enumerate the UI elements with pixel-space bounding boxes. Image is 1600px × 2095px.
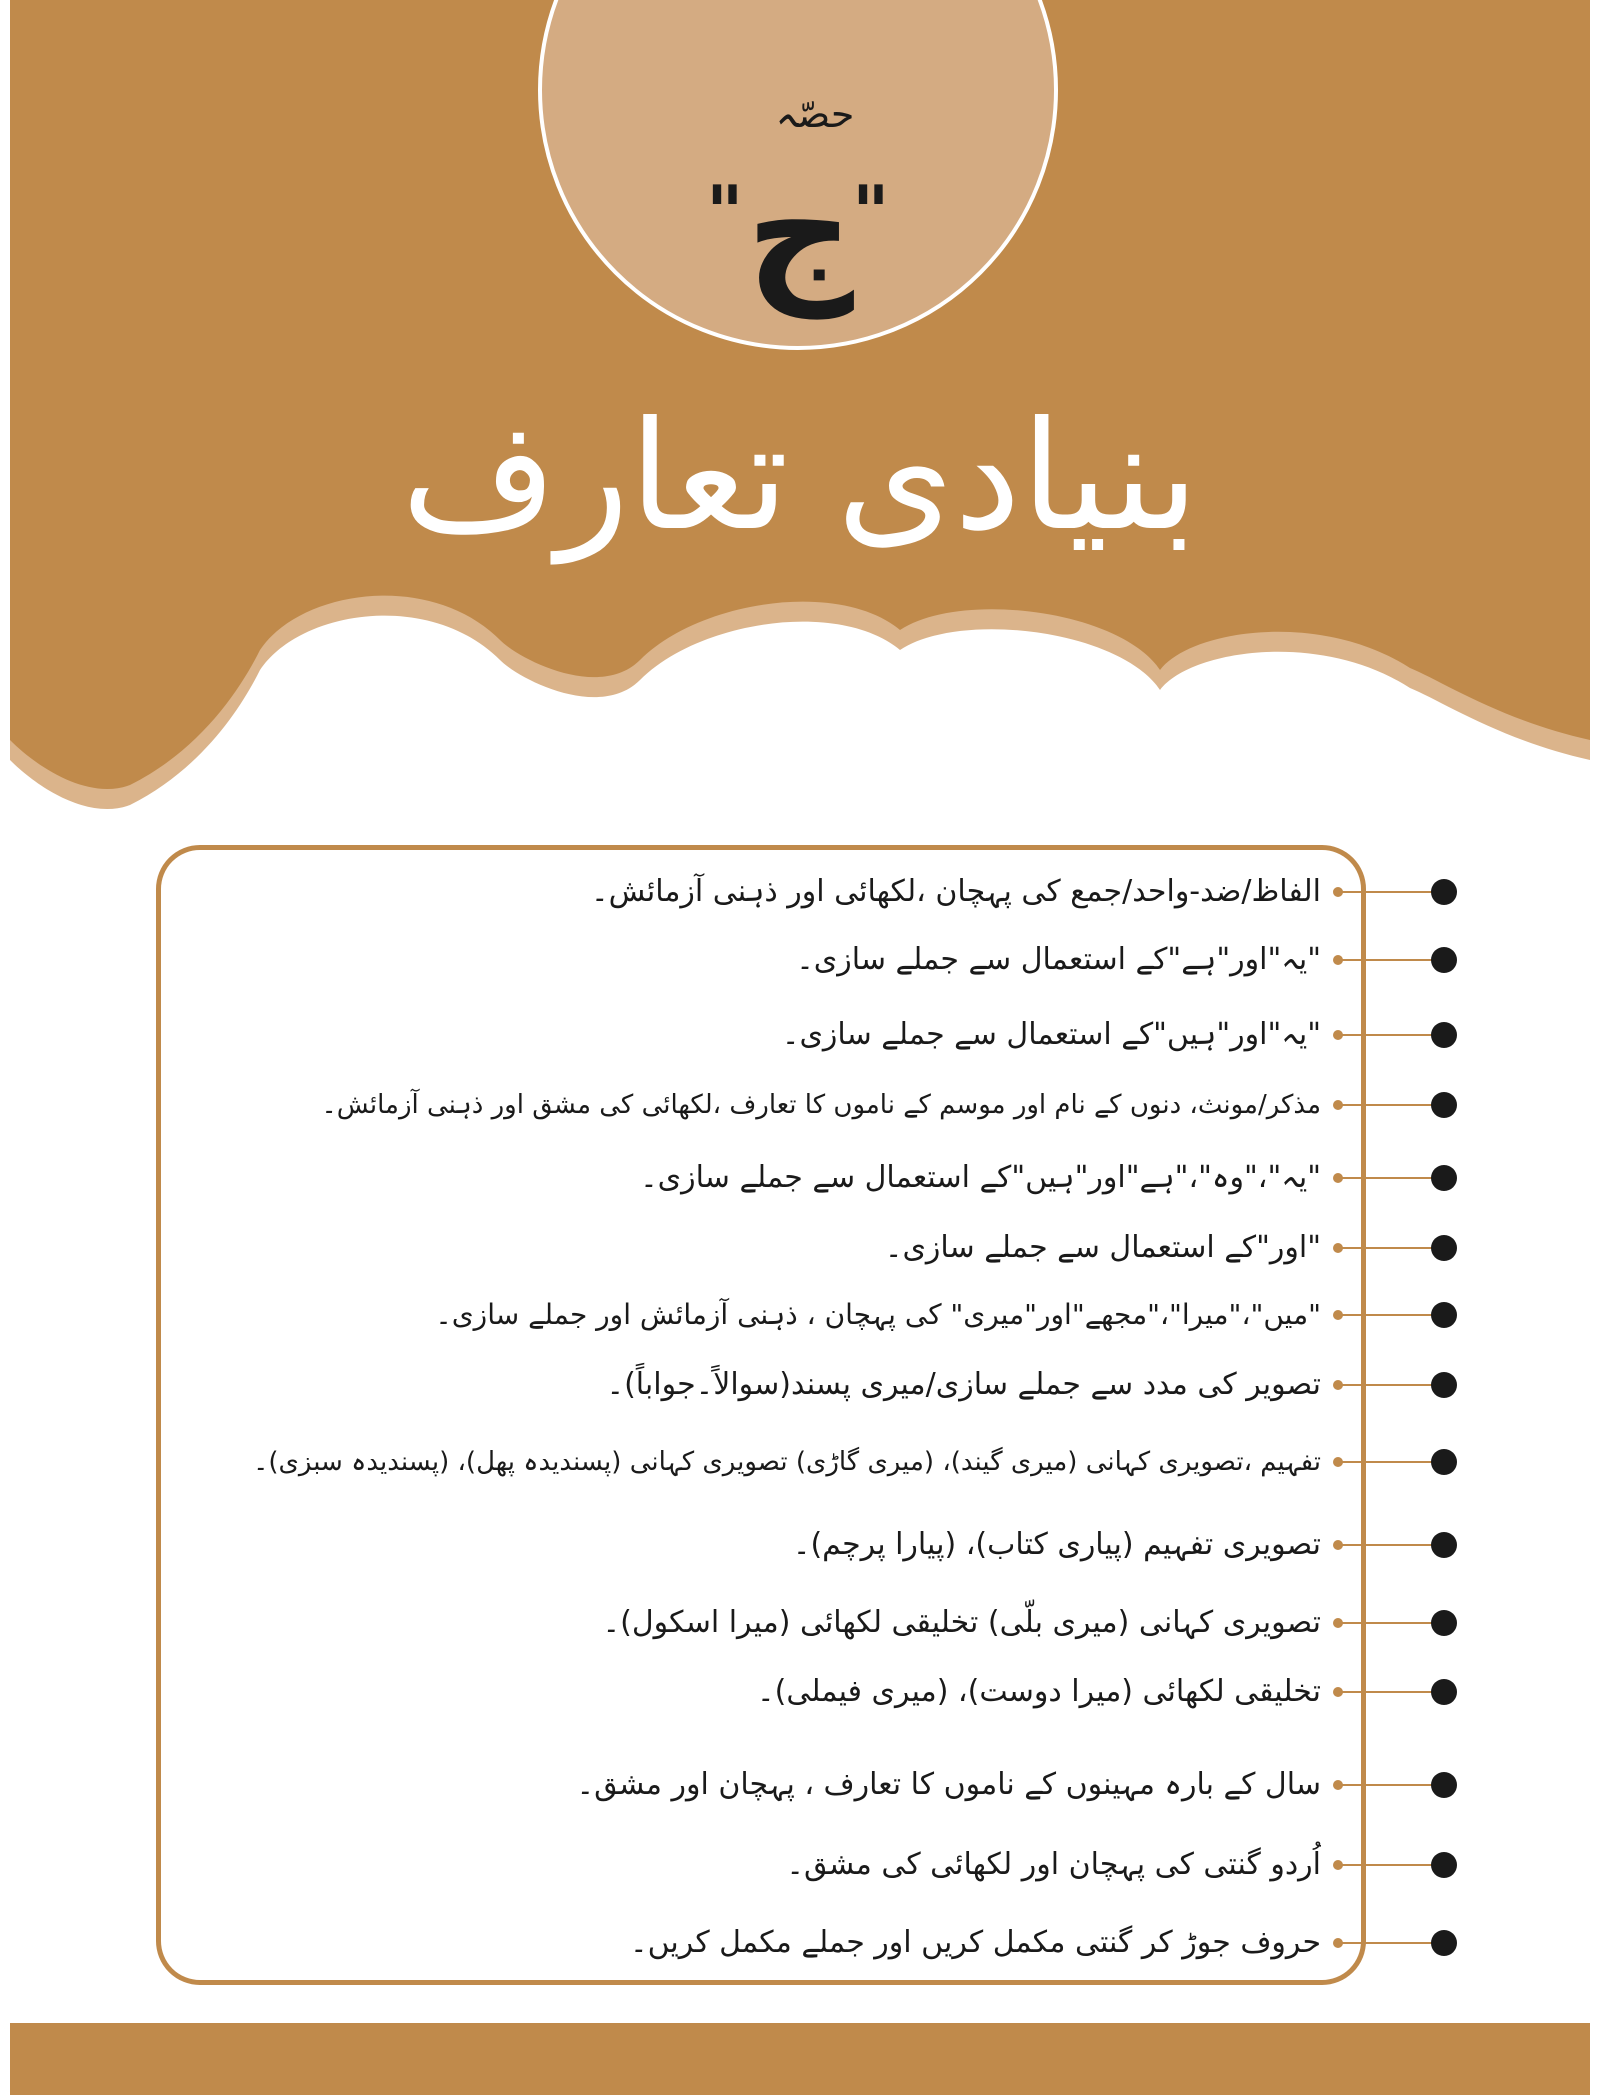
list-item-text: "یہ"،"وہ"،"ہے"اور"ہیں"کے استعمال سے جملے سازی۔ (640, 1160, 1321, 1195)
list-item (170, 1515, 1457, 1575)
bullet-dot (1431, 1532, 1457, 1558)
bullet-dot (1431, 879, 1457, 905)
list-item (170, 862, 1457, 922)
list-connector (1339, 1544, 1439, 1546)
binder-hole (1333, 1687, 1343, 1697)
section-quote-right: " (852, 170, 890, 254)
list-item-text: تصویر کی مدد سے جملے سازی/میری پسند(سوالاً۔جواباً)۔ (606, 1367, 1321, 1402)
list-connector (1339, 1034, 1439, 1036)
list-item (170, 1755, 1457, 1815)
binder-hole (1333, 1540, 1343, 1550)
bullet-dot (1431, 1772, 1457, 1798)
binder-hole (1333, 1173, 1343, 1183)
bullet-dot (1431, 1372, 1457, 1398)
list-connector (1339, 891, 1439, 893)
list-item (170, 1913, 1457, 1973)
list-connector (1339, 1691, 1439, 1693)
list-item-text: تصویری کہانی (میری بلّی) تخلیقی لکھائی (میرا اسکول)۔ (602, 1605, 1321, 1640)
bullet-dot (1431, 1235, 1457, 1261)
list-item (170, 1218, 1457, 1278)
list-connector (1339, 1384, 1439, 1386)
list-item-text: تفہیم ،تصویری کہانی (میری گیند)، (میری گاڑی) تصویری کہانی (پسندیدہ پھل)، (پسندیدہ سبزی)۔ (253, 1447, 1321, 1477)
list-item (170, 1075, 1457, 1135)
list-connector (1339, 1784, 1439, 1786)
bullet-dot (1431, 1092, 1457, 1118)
binder-hole (1333, 1380, 1343, 1390)
list-item-text: تخلیقی لکھائی (میرا دوست)، (میری فیملی)۔ (757, 1674, 1321, 1709)
list-item (170, 1285, 1457, 1345)
list-item-text: حروف جوڑ کر گنتی مکمل کریں اور جملے مکمل کریں۔ (630, 1925, 1321, 1960)
list-connector (1339, 1864, 1439, 1866)
footer-bar (10, 2023, 1590, 2095)
list-connector (1339, 1942, 1439, 1944)
list-item (170, 930, 1457, 990)
binder-hole (1333, 1780, 1343, 1790)
bullet-dot (1431, 1679, 1457, 1705)
list-item-text: "یہ"اور"ہیں"کے استعمال سے جملے سازی۔ (781, 1017, 1321, 1052)
page-title: بنیادی تعارف (401, 390, 1199, 564)
bullet-dot (1431, 1852, 1457, 1878)
bullet-dot (1431, 1610, 1457, 1636)
list-item (170, 1835, 1457, 1895)
binder-hole (1333, 955, 1343, 965)
binder-hole (1333, 1310, 1343, 1320)
list-item-text: سال کے بارہ مہینوں کے ناموں کا تعارف ، پہچان اور مشق۔ (576, 1767, 1321, 1802)
list-item (170, 1593, 1457, 1653)
bullet-dot (1431, 947, 1457, 973)
binder-hole (1333, 1100, 1343, 1110)
bullet-dot (1431, 1022, 1457, 1048)
bullet-dot (1431, 1930, 1457, 1956)
list-connector (1339, 1622, 1439, 1624)
list-item (170, 1148, 1457, 1208)
binder-hole (1333, 887, 1343, 897)
bullet-dot (1431, 1165, 1457, 1191)
list-connector (1339, 959, 1439, 961)
list-connector (1339, 1314, 1439, 1316)
binder-hole (1333, 1860, 1343, 1870)
list-item-text: اُردو گنتی کی پہچان اور لکھائی کی مشق۔ (786, 1847, 1321, 1882)
list-item-text: "میں"،"میرا"،"مجھے"اور"میری" کی پہچان ، ذہنی آزمائش اور جملے سازی۔ (435, 1298, 1321, 1331)
bullet-dot (1431, 1449, 1457, 1475)
list-item (170, 1432, 1457, 1492)
list-item-text: "یہ"اور"ہے"کے استعمال سے جملے سازی۔ (796, 942, 1321, 977)
list-item-text: مذکر/مونث، دنوں کے نام اور موسم کے ناموں کا تعارف ،لکھائی کی مشق اور ذہنی آزمائش۔ (321, 1090, 1321, 1120)
binder-hole (1333, 1938, 1343, 1948)
bullet-dot (1431, 1302, 1457, 1328)
section-word: حصّہ (775, 92, 855, 136)
list-connector (1339, 1104, 1439, 1106)
list-connector (1339, 1247, 1439, 1249)
binder-hole (1333, 1457, 1343, 1467)
list-connector (1339, 1177, 1439, 1179)
binder-hole (1333, 1618, 1343, 1628)
list-item-text: "اور"کے استعمال سے جملے سازی۔ (884, 1230, 1321, 1265)
binder-hole (1333, 1243, 1343, 1253)
binder-hole (1333, 1030, 1343, 1040)
list-connector (1339, 1461, 1439, 1463)
section-letter: ج (745, 145, 855, 319)
list-item-text: تصویری تفہیم (پیاری کتاب)، (پیارا پرچم)۔ (792, 1527, 1321, 1562)
section-quote-left: " (706, 170, 744, 254)
list-item (170, 1005, 1457, 1065)
list-item (170, 1662, 1457, 1722)
list-item-text: الفاظ/ضد-واحد/جمع کی پہچان ،لکھائی اور ذہنی آزمائش۔ (591, 874, 1321, 909)
list-item (170, 1355, 1457, 1415)
